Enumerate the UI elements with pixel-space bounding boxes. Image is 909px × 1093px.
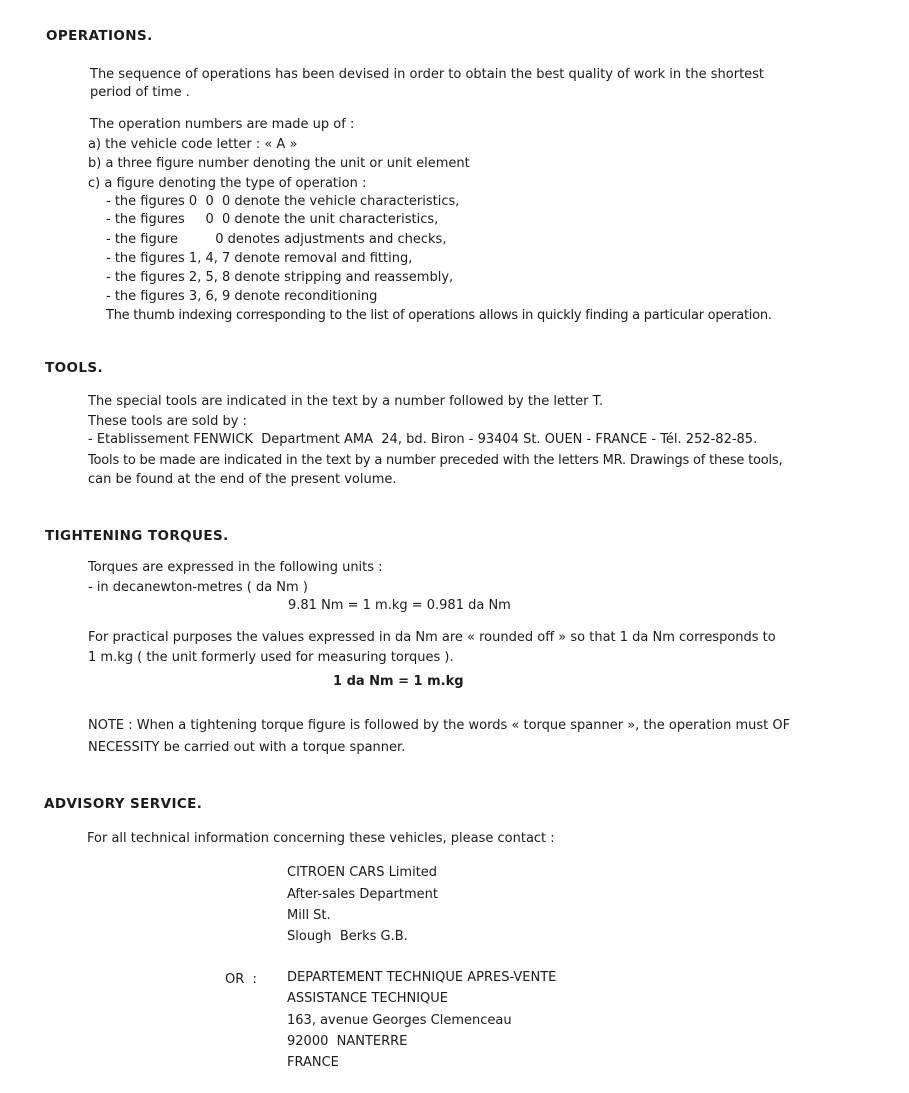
uk-address-line: Slough Berks G.B. [287,929,408,944]
operation-numbers-intro: The operation numbers are made up of : [90,117,355,132]
uk-address-line: CITROEN CARS Limited [287,865,438,880]
france-address-line: FRANCE [287,1055,339,1070]
operation-type-item: - the figures 2, 5, 8 denote stripping and reassembly, [106,270,454,285]
torques-note: NOTE : When a tightening torque figure is followed by the words « torque spanner », the operation must OF [88,718,791,733]
torque-conversion-formula: 9.81 Nm = 1 m.kg = 0.981 da Nm [288,598,511,613]
operation-type-item: - the figures 0 0 denote the unit characteristics, [106,212,439,227]
advisory-intro: For all technical information concerning these vehicles, please contact : [87,831,555,846]
list-item: a) the vehicle code letter : « A » [88,137,298,152]
torques-line: Torques are expressed in the following units : [88,560,383,575]
torque-equivalence: 1 da Nm = 1 m.kg [333,674,464,689]
operation-type-item: - the figures 3, 6, 9 denote reconditioning [106,289,378,304]
tools-line: Tools to be made are indicated in the text by a number preceded with the letters MR. Drawings of these tools, [88,453,783,468]
france-address-line: DEPARTEMENT TECHNIQUE APRES-VENTE [287,970,557,985]
operations-intro-line: The sequence of operations has been devised in order to obtain the best quality of work in the shortest [90,67,765,82]
torques-heading: TIGHTENING TORQUES. [45,528,229,544]
tools-line: The special tools are indicated in the text by a number followed by the letter T. [88,394,604,409]
uk-address-line: Mill St. [287,908,331,923]
tools-heading: TOOLS. [45,360,104,376]
operations-heading: OPERATIONS. [46,28,153,44]
thumb-indexing-note: The thumb indexing corresponding to the list of operations allows in quickly finding a particular operation. [106,308,772,323]
france-address-line: 92000 NANTERRE [287,1034,408,1049]
operations-intro-line: period of time . [90,85,190,100]
operation-type-item: - the figures 0 0 0 denote the vehicle characteristics, [106,194,460,209]
tools-line: These tools are sold by : [88,414,247,429]
list-item: c) a figure denoting the type of operation : [88,176,367,191]
torques-practical-line: 1 m.kg ( the unit formerly used for measuring torques ). [88,650,454,665]
torques-note: NECESSITY be carried out with a torque spanner. [88,740,406,755]
torques-practical-line: For practical purposes the values expressed in da Nm are « rounded off » so that 1 da Nm corresponds to [88,630,776,645]
tools-supplier: - Etablissement FENWICK Department AMA 24, bd. Biron - 93404 St. OUEN - FRANCE - Tél. 252-82-85. [88,432,758,447]
uk-address-line: After-sales Department [287,887,438,902]
advisory-heading: ADVISORY SERVICE. [44,796,203,812]
france-address-line: ASSISTANCE TECHNIQUE [287,991,448,1006]
or-label: OR : [225,972,257,987]
operation-type-item: - the figures 1, 4, 7 denote removal and fitting, [106,251,413,266]
list-item: b) a three figure number denoting the unit or unit element [88,156,470,171]
torques-line: - in decanewton-metres ( da Nm ) [88,580,308,595]
tools-line: can be found at the end of the present volume. [88,472,397,487]
operation-type-item: - the figure 0 denotes adjustments and checks, [106,232,447,247]
france-address-line: 163, avenue Georges Clemenceau [287,1013,512,1028]
